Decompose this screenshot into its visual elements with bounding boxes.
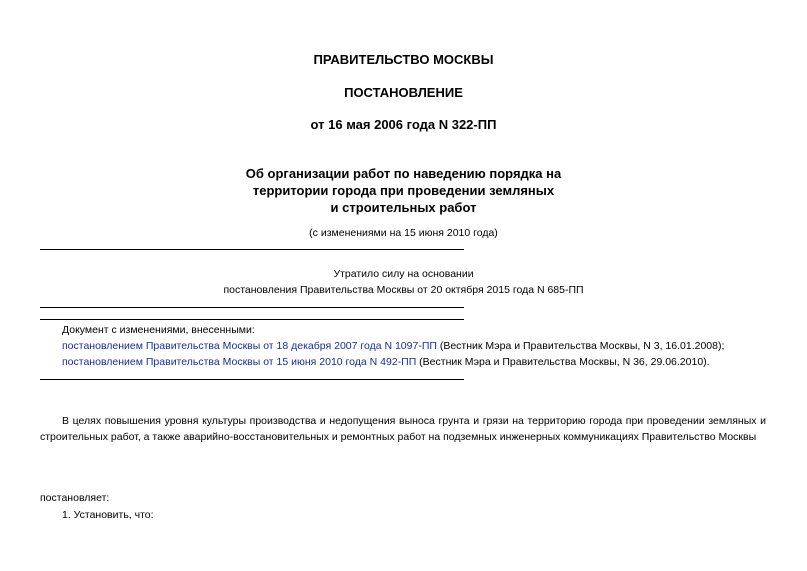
document-title-line: Об организации работ по наведению порядка на xyxy=(245,166,562,181)
divider xyxy=(40,249,464,250)
change-source: (Вестник Мэра и Правительства Москвы, N 3, 16.01.2008); xyxy=(436,340,725,352)
resolves-label: постановляет: xyxy=(40,492,110,504)
change-entry xyxy=(62,340,724,352)
item-1: 1. Установить, что: xyxy=(62,509,154,521)
document-title-line: и строительных работ xyxy=(330,200,477,215)
change-link[interactable]: постановлением Правительства Москвы от 18 декабря 2007 года N 1097-ПП xyxy=(62,340,437,352)
changes-intro: Документ с изменениями, внесенными: xyxy=(62,324,255,336)
divider xyxy=(40,319,464,320)
document-type: ПОСТАНОВЛЕНИЕ xyxy=(344,85,463,100)
amendment-note: (с изменениями на 15 июня 2010 года) xyxy=(309,227,498,239)
document-title xyxy=(0,165,807,216)
preamble-paragraph: В целях повышения уровня культуры производства и недопущения выноса грунта и грязи на территорию города при проведении земляных и строительных работ, а также аварийно-восстановительных и ремонтных работ на подземных инженерных коммуникациях Правительство Москвы xyxy=(40,415,766,443)
document-date-number: от 16 мая 2006 года N 322-ПП xyxy=(310,117,497,132)
void-line: Утратило силу на основании xyxy=(333,268,474,280)
change-entry xyxy=(62,356,710,368)
divider xyxy=(40,307,464,308)
issuing-authority: ПРАВИТЕЛЬСТВО МОСКВЫ xyxy=(313,52,494,67)
change-source: (Вестник Мэра и Правительства Москвы, N 36, 29.06.2010). xyxy=(416,356,710,368)
void-basis: постановления Правительства Москвы от 20 октября 2015 года N 685-ПП xyxy=(223,284,584,296)
divider xyxy=(40,379,464,380)
change-link[interactable]: постановлением Правительства Москвы от 15 июня 2010 года N 492-ПП xyxy=(62,356,417,368)
document-title-line: территории города при проведении земляных xyxy=(252,183,555,198)
